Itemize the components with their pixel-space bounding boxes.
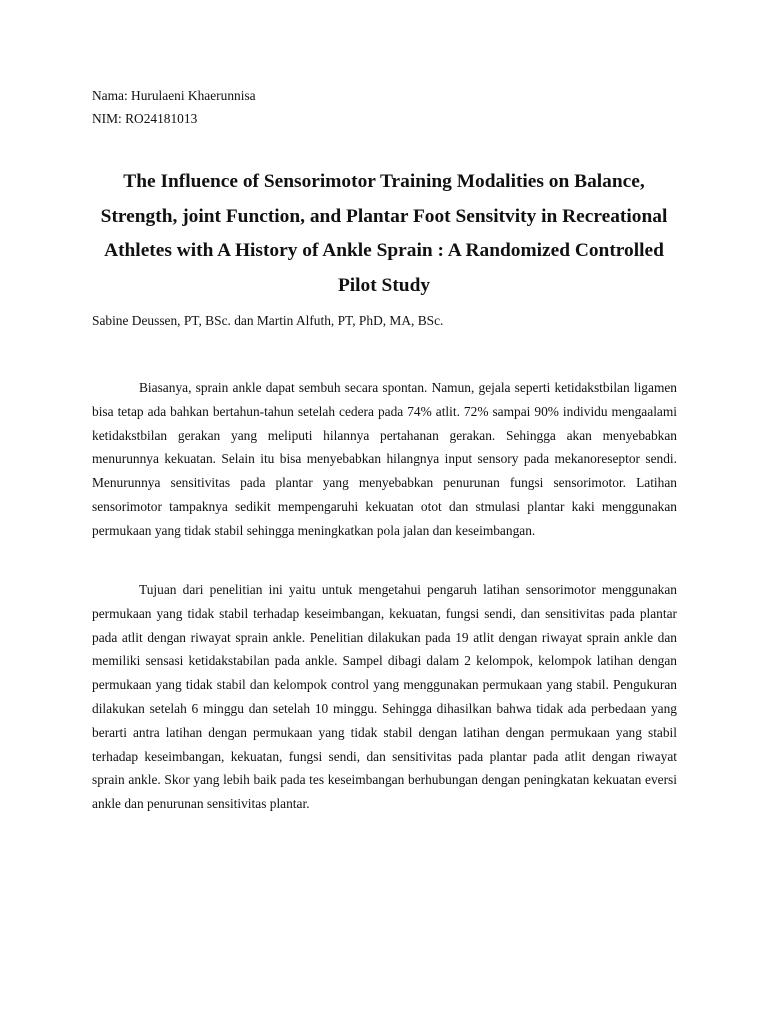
body-paragraph-1: Biasanya, sprain ankle dapat sembuh secara spontan. Namun, gejala seperti ketidakstbilan ligamen bisa tetap ada bahkan bertahun-tahun setelah cedera pada 74% atlit. 72% sampai 90% individu mengaalami ketidakstbilan gerakan yang meliputi hilannya pertahanan gerakan. Sehingga akan menyebabkan menurunnya kekuatan. Selain itu bisa menyebabkan hilangnya input sensory pada mekanoreseptor sendi. Menurunnya sensitivitas pada plantar yang menyebabkan penurunan fungsi sensorimotor. Latihan sensorimotor tampaknya sedikit mempengaruhi kekuatan otot dan stmulasi plantar kaki menggunakan permukaan yang tidak stabil sehingga meningkatkan pola jalan dan keseimbangan. (92, 380, 677, 538)
student-nim-line: NIM: RO24181013 (92, 111, 198, 126)
body-paragraph-2: Tujuan dari penelitian ini yaitu untuk mengetahui pengaruh latihan sensorimotor menggunakan permukaan yang tidak stabil terhadap keseimbangan, kekuatan, fungsi sendi, dan sensitivitas pada plantar pada atlit dengan riwayat sprain ankle. Penelitian dilakukan pada 19 atlit dengan riwayat sprain ankle dan memiliki sensasi ketidakstabilan pada ankle. Sampel dibagi dalam 2 kelompok, kelompok latihan dengan permukaan yang tidak stabil dan kelompok control yang menggunakan permukaan yang stabil. Pengukuran dilakukan setelah 6 minggu dan setelah 10 minggu. Sehingga dihasilkan bahwa tidak ada perbedaan yang berarti antra latihan dengan permukaan yang tidak stabil dengan latihan dengan permukaan yang stabil terhadap keseimbangan, kekuatan, fungsi sendi, dan sensitivitas pada plantar pada atlit dengan riwayat sprain ankle. Skor yang lebih baik pada tes keseimbangan berhubungan dengan peningkatan kekuatan eversi ankle dan penurunan sensitivitas plantar. (92, 582, 677, 812)
paper-title: The Influence of Sensorimotor Training Modalities on Balance, Strength, joint Function, and Plantar Foot Sensitvity in Recreational Athletes with A History of Ankle Sprain : A Randomized Controlled Pilot Study (100, 171, 668, 296)
student-name-line: Nama: Hurulaeni Khaerunnisa (92, 88, 256, 103)
paper-authors: Sabine Deussen, PT, BSc. dan Martin Alfuth, PT, PhD, MA, BSc. (92, 313, 444, 328)
